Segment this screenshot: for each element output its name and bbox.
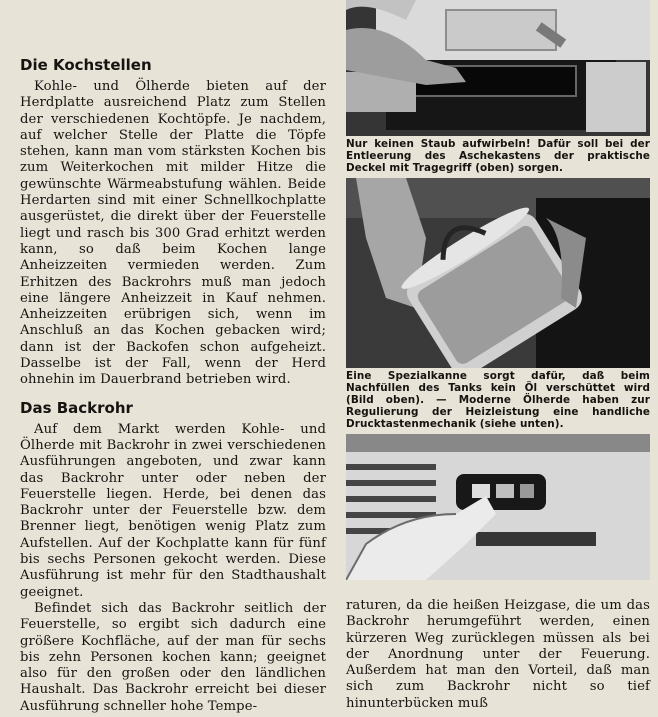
heading-backrohr: Das Backrohr [20,398,133,417]
oil-can-photo [346,178,650,368]
right-column-text [346,598,650,712]
paragraph-backrohr-2: Befindet sich das Backrohr seitlich der Feuerstelle, so ergibt sich dadurch eine größere Kochfläche, auf der man für sechs bis zehn Personen kochen kann; geeignet also für den großen oder den ländlichen Haushalt. Das Backrohr erreicht bei dieser Ausführung schneller hohe Tempe- [20,600,326,714]
paragraph-backrohr-continued: raturen, da die heißen Heizgase, die um das Backrohr herumgeführt werden, einen kürzeren Weg zurücklegen müssen als bei der Anordnung unter der Feuerung. Außerdem hat man den Vorteil, daß man sich zum Backrohr nicht so tief hinunterbücken muß [346,598,650,711]
oil-can-illustration [346,178,650,368]
ash-drawer-photo [346,0,650,136]
left-column [20,56,326,715]
push-button-illustration [346,434,650,580]
right-column [346,0,650,580]
paragraph-backrohr-1: Auf dem Markt werden Kohle- und Ölherde mit Backrohr in zwei verschiedenen Ausführungen angeboten, und zwar kann das Backrohr unter oder neben der Feuerstelle liegen. Herde, bei denen das Backrohr unter der Feuerstelle bzw. dem Brenner liegt, benötigen wenig Platz zum Aufstellen. Auf der Kochplatte kann für fünf bis sechs Personen gekocht werden. Diese Ausführung ist mehr für den Stadthaushalt geeignet. [20,421,326,600]
paragraph-kochstellen: Kohle- und Ölherde bieten auf der Herdplatte ausreichend Platz zum Stellen der verschiedenen Kochtöpfe. Je nachdem, auf welcher Stelle der Platte die Töpfe stehen, kann man vom stärksten Kochen bis zum Weiterkochen mit milder Hitze die gewünschte Wärmeabstufung wählen. Beide Herdarten sind mit einer Schnellkochplatte ausgerüstet, die direkt über der Feuerstelle liegt und rasch bis 300 Grad erhitzt werden kann, so daß beim Kochen lange Anheizzeiten vermieden werden. Zum Erhitzen des Backrohrs muß man jedoch eine längere Anheizzeit in Kauf nehmen. Anheizzeiten erübrigen sich, wenn im Anschluß an das Kochen gebacken wird; dann ist der Backofen schon aufgeheizt. Dasselbe ist der Fall, wenn der Herd ohnehin im Dauerbrand betrieben wird. [20,79,326,388]
ash-drawer-illustration [346,0,650,136]
heading-kochstellen: Die Kochstellen [20,56,152,74]
caption-ash-drawer: Nur keinen Staub aufwirbeln! Dafür soll bei der Entleerung des Aschekastens der praktische Deckel mit Tragegriff (oben) sorgen. [346,138,650,174]
caption-oil-can: Eine Spezialkanne sorgt dafür, daß beim Nachfüllen des Tanks kein Öl verschüttet wird (Bild oben). — Moderne Ölherde haben zur Regulierung der Heizleistung eine handliche Drucktastenmechanik (siehe unten). [346,370,650,430]
push-button-stove-photo [346,434,650,580]
